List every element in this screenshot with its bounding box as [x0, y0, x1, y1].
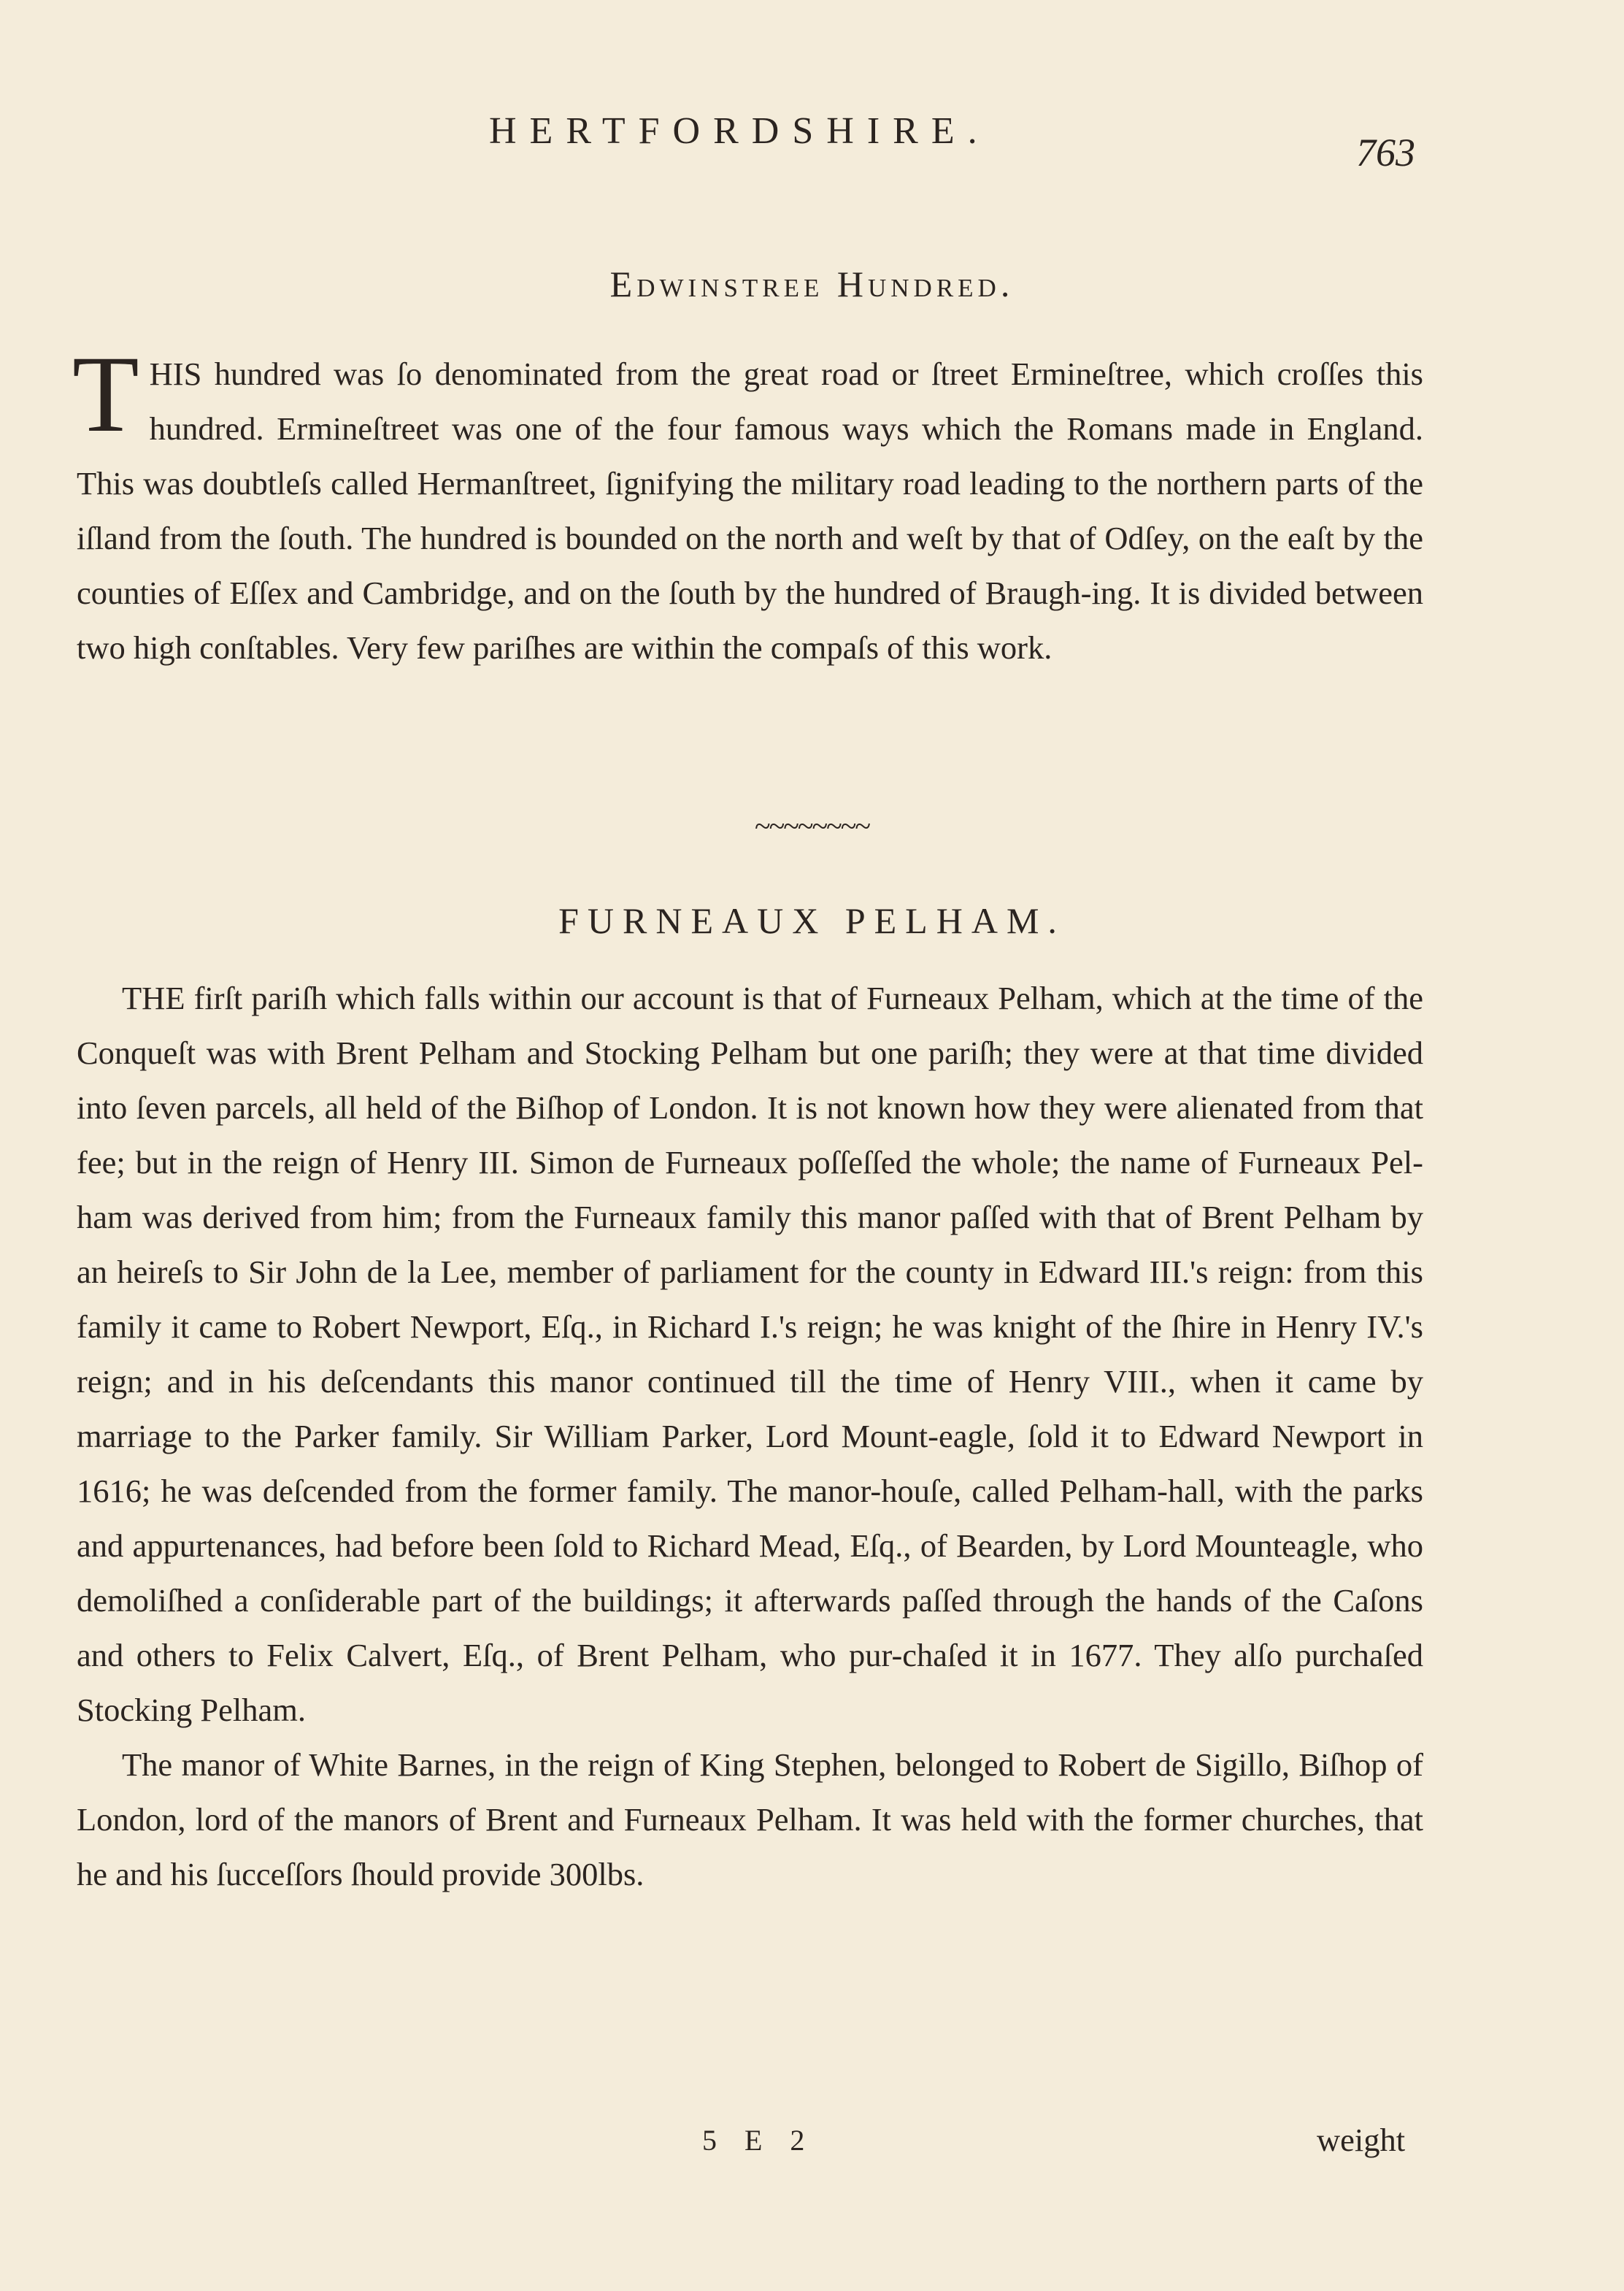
intro-paragraph-text: HIS hundred was ſo denominated from the great road or ſtreet Ermineſtree, which croſſes this hundred. Ermineſtreet was one of the four famous ways which the Romans made in England. This was doubtleſs called Hermanſtreet, ſignifying the military road leading to the northern parts of the iſland from the ſouth. The hundred is bounded on the north and weſt by that of Odſey, on the eaſt by the counties of Eſſex and Cambridge, and on the ſouth by the hundred of Braugh-ing. It is divided between two high conſtables. Very few pariſhes are within the compaſs of this work. — [77, 356, 1423, 666]
page-number: 763 — [1356, 131, 1415, 174]
page-header — [0, 110, 1624, 174]
drop-cap: T — [72, 334, 139, 455]
running-head: HERTFORDSHIRE. — [489, 110, 990, 152]
ornament-divider: ~~~~~~~~ — [754, 810, 870, 843]
section-title: Edwinstree Hundred. — [609, 264, 1015, 304]
intro-section — [72, 334, 1423, 675]
body-section — [77, 971, 1423, 1902]
signature-mark: 5 E 2 — [702, 2124, 815, 2157]
subsection-title: FURNEAUX PELHAM. — [558, 900, 1066, 941]
catchword: weight — [1317, 2122, 1406, 2158]
body-paragraph: The manor of White Barnes, in the reign of King Stephen, belonged to Robert de Sigillo, Biſhop of London, lord of the manors of Brent and Furneaux Pelham. It was held with the former churches, that he and his ſucceſſors ſhould provide 300lbs. — [77, 1746, 1423, 1892]
intro-paragraph — [72, 334, 1423, 675]
body-paragraph: THE firſt pariſh which falls within our account is that of Furneaux Pelham, which at the time of the Conqueſt was with Brent Pelham and Stocking Pelham but one pariſh; they were at that time divided into ſeven parcels, all held of the Biſhop of London. It is not known how they were alienated from that fee; but in the reign of Henry III. Simon de Furneaux poſſeſſed the whole; the name of Furneaux Pel-ham was derived from him; from the Furneaux family this manor paſſed with that of Brent Pelham by an heireſs to Sir John de la Lee, member of parliament for the county in Edward III.'s reign: from this family it came to Robert Newport, Eſq., in Richard I.'s reign; he was knight of the ſhire in Henry IV.'s reign; and in his deſcendants this manor continued till the time of Henry VIII., when it came by marriage to the Parker family. Sir William Parker, Lord Mount-eagle, ſold it to Edward Newport in 1616; he was deſcended from the former family. The manor-houſe, called Pelham-hall, with the parks and appurtenances, had before been ſold to Richard Mead, Eſq., of Bearden, by Lord Mounteagle, who demoliſhed a conſiderable part of the buildings; it afterwards paſſed through the hands of the Caſons and others to Felix Calvert, Eſq., of Brent Pelham, who pur-chaſed it in 1677. They alſo purchaſed Stocking Pelham. — [77, 980, 1423, 1728]
